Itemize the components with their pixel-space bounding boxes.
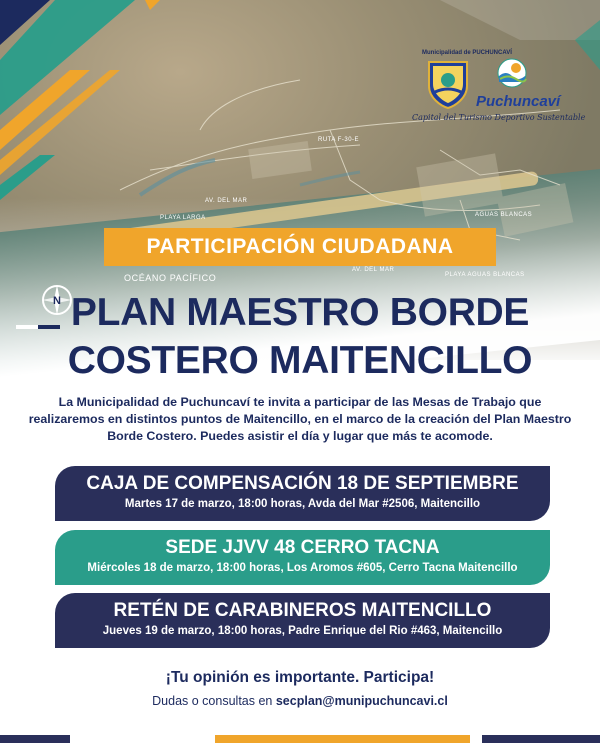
session-card	[55, 466, 550, 521]
street-label: AV. DEL MAR	[352, 267, 395, 273]
contact-email-link[interactable]: secplan@munipuchuncavi.cl	[275, 694, 448, 708]
street-label: AGUAS BLANCAS	[475, 212, 533, 218]
session-place: RETÉN DE CARABINEROS MAITENCILLO	[113, 600, 492, 621]
street-label: AV. DEL MAR	[205, 198, 248, 204]
contact-prefix: Dudas o consultas en	[152, 694, 273, 708]
page-title-line2: COSTERO MAITENCILLO	[67, 339, 533, 382]
svg-text:N: N	[53, 295, 61, 307]
tourism-logo-icon	[494, 58, 530, 88]
session-details: Miércoles 18 de marzo, 18:00 horas, Los Aromos #605, Cerro Tacna Maitencillo	[87, 562, 518, 574]
intro-paragraph: La Municipalidad de Puchuncaví te invita a participar de las Mesas de Trabajo que realizaremos en distintos puntos de Maitencillo, en el marco de la creación del Plan Maestro Borde Costero. Puedes asistir el día y lugar que más te acomode.	[28, 395, 572, 443]
street-label: PLAYA LARGA	[160, 215, 206, 221]
contact-line	[0, 694, 600, 708]
session-place: CAJA DE COMPENSACIÓN 18 DE SEPTIEMBRE	[86, 473, 519, 494]
municipality-label: Municipalidad de PUCHUNCAVÍ	[422, 50, 512, 56]
session-card	[55, 530, 550, 585]
street-label: RUTA F-30-E	[318, 137, 360, 143]
bottom-stripe	[215, 735, 470, 743]
session-place: SEDE JJVV 48 CERRO TACNA	[165, 537, 440, 558]
call-to-action: ¡Tu opinión es importante. Participa!	[165, 669, 435, 686]
page-title-line1: PLAN MAESTRO BORDE	[70, 291, 530, 334]
brand-wordmark: Puchuncaví	[476, 93, 561, 110]
session-details: Martes 17 de marzo, 18:00 horas, Avda del Mar #2506, Maitencillo	[124, 498, 481, 510]
session-details: Jueves 19 de marzo, 18:00 horas, Padre Enrique del Rio #463, Maitencillo	[102, 625, 503, 637]
street-label: PLAYA AGUAS BLANCAS	[445, 272, 525, 278]
tagline: Capital del Turismo Deportivo Sustentable	[412, 113, 586, 122]
session-card	[55, 593, 550, 648]
ocean-label: OCÉANO PACÍFICO	[124, 273, 217, 283]
municipal-shield-icon	[425, 58, 471, 110]
section-badge: PARTICIPACIÓN CIUDADANA	[104, 228, 496, 266]
bottom-stripe	[482, 735, 600, 743]
bottom-stripe	[0, 735, 70, 743]
